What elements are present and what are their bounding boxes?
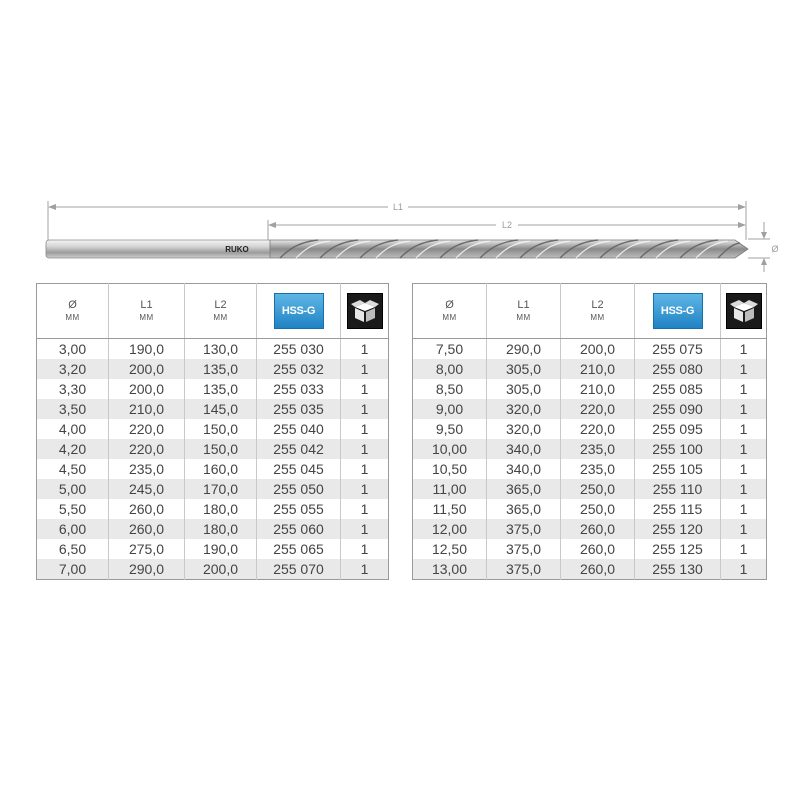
- header-diameter-label: Ø: [445, 299, 454, 311]
- cell-l2: 200,0: [185, 559, 257, 580]
- hss-g-badge: HSS-G: [274, 293, 324, 329]
- cell-l1: 260,0: [109, 499, 185, 519]
- header-l1-unit: MM: [139, 313, 154, 322]
- cell-l2: 135,0: [185, 379, 257, 399]
- cell-article-number: 255 040: [257, 419, 341, 439]
- cell-diameter: 8,00: [413, 359, 487, 379]
- dimension-diameter: [748, 222, 770, 272]
- cell-l2: 260,0: [561, 539, 635, 559]
- cell-l2: 130,0: [185, 339, 257, 360]
- cell-l2: 180,0: [185, 519, 257, 539]
- cell-l1: 305,0: [487, 359, 561, 379]
- cell-quantity: 1: [721, 359, 767, 379]
- l1-dimension-label: L1: [392, 202, 404, 212]
- cell-article-number: 255 120: [635, 519, 721, 539]
- cell-diameter: 12,50: [431, 541, 468, 557]
- header-diameter: [413, 284, 487, 339]
- cell-article-number: 255 060: [257, 519, 341, 539]
- cell-article-number: 255 033: [257, 379, 341, 399]
- cell-quantity: 1: [341, 379, 389, 399]
- header-l1: [109, 284, 185, 339]
- cell-article-number: 255 110: [635, 479, 721, 499]
- cell-quantity: 1: [341, 539, 389, 559]
- cell-l1: 220,0: [109, 419, 185, 439]
- cell-article-number: 255 035: [257, 399, 341, 419]
- cell-l2: 180,0: [185, 499, 257, 519]
- cell-l2: 150,0: [185, 439, 257, 459]
- cell-quantity: 1: [721, 519, 767, 539]
- cell-article-number: 255 045: [257, 459, 341, 479]
- table-row: [37, 439, 389, 459]
- table-row: [413, 479, 767, 499]
- table-row: [37, 459, 389, 479]
- cell-quantity: 1: [341, 479, 389, 499]
- cell-quantity: 1: [341, 559, 389, 580]
- cell-l1: 235,0: [109, 459, 185, 479]
- header-diameter-label: Ø: [68, 299, 77, 311]
- cell-quantity: 1: [341, 519, 389, 539]
- cell-quantity: 1: [341, 499, 389, 519]
- header-l2-unit: MM: [590, 313, 605, 322]
- cell-diameter: 5,50: [58, 501, 87, 517]
- cell-diameter: 4,50: [58, 461, 87, 477]
- cell-quantity: 1: [721, 479, 767, 499]
- header-l2: [561, 284, 635, 339]
- table-row: [37, 419, 389, 439]
- cell-l1: 340,0: [487, 439, 561, 459]
- drill-diagram: [0, 0, 800, 280]
- hss-g-badge: HSS-G: [653, 293, 703, 329]
- cell-diameter: 3,00: [58, 341, 87, 357]
- cell-l1: 320,0: [487, 419, 561, 439]
- header-diameter: [37, 284, 109, 339]
- table-row: [37, 359, 389, 379]
- cell-quantity: 1: [341, 399, 389, 419]
- cell-l1: 305,0: [487, 379, 561, 399]
- cell-l1: 375,0: [487, 519, 561, 539]
- cell-quantity: 1: [341, 359, 389, 379]
- cell-quantity: 1: [341, 339, 389, 360]
- spec-table-left: [36, 283, 389, 580]
- cell-l2: 170,0: [185, 479, 257, 499]
- cell-l2: 220,0: [561, 419, 635, 439]
- cell-article-number: 255 032: [257, 359, 341, 379]
- cell-article-number: 255 075: [635, 339, 721, 360]
- cell-diameter: 10,50: [431, 461, 468, 477]
- cell-l1: 210,0: [109, 399, 185, 419]
- cell-diameter: 7,00: [37, 559, 109, 580]
- cell-quantity: 1: [721, 339, 767, 360]
- table-row: [413, 419, 767, 439]
- cell-l2: 210,0: [561, 379, 635, 399]
- cell-l2: 210,0: [561, 359, 635, 379]
- header-l2-unit: MM: [213, 313, 228, 322]
- header-l2-label: L2: [591, 299, 604, 311]
- cell-quantity: 1: [341, 439, 389, 459]
- header-l2-label: L2: [214, 299, 227, 311]
- header-hss-g: [257, 284, 341, 339]
- table-header-row: [37, 284, 389, 339]
- table-row: [413, 519, 767, 539]
- cell-l1: 200,0: [109, 379, 185, 399]
- l2-dimension-label: L2: [501, 220, 513, 230]
- cell-article-number: 255 055: [257, 499, 341, 519]
- cell-diameter: 12,00: [413, 519, 487, 539]
- header-l1-label: L1: [140, 299, 153, 311]
- cell-article-number: 255 042: [257, 439, 341, 459]
- cell-l2: 135,0: [185, 359, 257, 379]
- table-row: [413, 339, 767, 360]
- table-row: [413, 439, 767, 459]
- cell-article-number: 255 085: [635, 379, 721, 399]
- cell-l1: 320,0: [487, 399, 561, 419]
- cell-article-number: 255 030: [257, 339, 341, 360]
- cell-l1: 340,0: [487, 459, 561, 479]
- cell-l1: 365,0: [487, 479, 561, 499]
- cell-article-number: 255 065: [257, 539, 341, 559]
- cell-l2: 200,0: [561, 339, 635, 360]
- table-row: [37, 399, 389, 419]
- cell-diameter: 5,00: [37, 479, 109, 499]
- table-row: [413, 459, 767, 479]
- cell-l2: 235,0: [561, 439, 635, 459]
- cell-l1: 200,0: [109, 359, 185, 379]
- cell-quantity: 1: [721, 379, 767, 399]
- header-diameter-unit: MM: [65, 313, 80, 322]
- table-body-right: [413, 339, 767, 580]
- header-hss-g: [635, 284, 721, 339]
- table-body-left: [37, 339, 389, 580]
- cell-article-number: 255 125: [635, 539, 721, 559]
- cell-article-number: 255 095: [635, 419, 721, 439]
- cell-diameter: 11,00: [413, 479, 487, 499]
- cell-l1: 275,0: [109, 539, 185, 559]
- cell-l1: 190,0: [109, 339, 185, 360]
- cell-diameter: 4,20: [37, 439, 109, 459]
- cell-quantity: 1: [341, 419, 389, 439]
- header-diameter-unit: MM: [442, 313, 457, 322]
- cell-l2: 250,0: [561, 499, 635, 519]
- header-package: [721, 284, 767, 339]
- table-row: [37, 339, 389, 360]
- header-l1-label: L1: [517, 299, 530, 311]
- cell-article-number: 255 050: [257, 479, 341, 499]
- cell-quantity: 1: [721, 539, 767, 559]
- package-box-icon: [347, 293, 383, 329]
- cell-l1: 365,0: [487, 499, 561, 519]
- header-package: [341, 284, 389, 339]
- table-row: [37, 559, 389, 580]
- cell-diameter: 9,00: [413, 399, 487, 419]
- cell-l2: 150,0: [185, 419, 257, 439]
- cell-article-number: 255 090: [635, 399, 721, 419]
- package-box-icon: [726, 293, 762, 329]
- table-row: [413, 359, 767, 379]
- cell-l1: 260,0: [109, 519, 185, 539]
- cell-l1: 245,0: [109, 479, 185, 499]
- table-row: [413, 559, 767, 580]
- cell-article-number: 255 105: [635, 459, 721, 479]
- drill-bit-image: [46, 240, 748, 258]
- cell-diameter: 3,20: [37, 359, 109, 379]
- table-row: [37, 519, 389, 539]
- brand-logo-text: RUKO: [225, 245, 249, 254]
- cell-article-number: 255 070: [257, 559, 341, 580]
- table-row: [413, 499, 767, 519]
- cell-l2: 190,0: [185, 539, 257, 559]
- cell-quantity: 1: [721, 399, 767, 419]
- cell-l1: 375,0: [487, 559, 561, 580]
- cell-diameter: 10,00: [413, 439, 487, 459]
- table-row: [413, 379, 767, 399]
- header-l1: [487, 284, 561, 339]
- cell-l2: 145,0: [185, 399, 257, 419]
- table-row: [37, 379, 389, 399]
- header-l1-unit: MM: [516, 313, 531, 322]
- table-row: [37, 539, 389, 559]
- cell-quantity: 1: [721, 419, 767, 439]
- cell-l2: 160,0: [185, 459, 257, 479]
- cell-diameter: 4,00: [58, 421, 87, 437]
- table-header-row: [413, 284, 767, 339]
- cell-l2: 260,0: [561, 559, 635, 580]
- cell-diameter: 13,00: [413, 559, 487, 580]
- cell-diameter: 6,50: [58, 541, 87, 557]
- cell-article-number: 255 130: [635, 559, 721, 580]
- cell-diameter: 11,50: [432, 501, 467, 517]
- cell-diameter: 8,50: [435, 381, 464, 397]
- table-row: [413, 399, 767, 419]
- cell-article-number: 255 080: [635, 359, 721, 379]
- spec-table-right: [412, 283, 767, 580]
- cell-l2: 220,0: [561, 399, 635, 419]
- cell-l1: 290,0: [487, 339, 561, 360]
- cell-l2: 250,0: [561, 479, 635, 499]
- diameter-dimension-label: Ø: [771, 244, 779, 254]
- table-row: [37, 499, 389, 519]
- header-l2: [185, 284, 257, 339]
- cell-quantity: 1: [721, 559, 767, 580]
- cell-quantity: 1: [721, 499, 767, 519]
- cell-diameter: 6,00: [37, 519, 109, 539]
- cell-quantity: 1: [341, 459, 389, 479]
- cell-quantity: 1: [721, 439, 767, 459]
- cell-l1: 290,0: [109, 559, 185, 580]
- table-row: [37, 479, 389, 499]
- cell-l2: 235,0: [561, 459, 635, 479]
- cell-quantity: 1: [721, 459, 767, 479]
- cell-article-number: 255 100: [635, 439, 721, 459]
- table-row: [413, 539, 767, 559]
- cell-diameter: 7,50: [435, 341, 464, 357]
- cell-diameter: 3,30: [58, 381, 87, 397]
- cell-l2: 260,0: [561, 519, 635, 539]
- cell-diameter: 9,50: [435, 421, 464, 437]
- cell-article-number: 255 115: [635, 499, 721, 519]
- cell-l1: 220,0: [109, 439, 185, 459]
- cell-diameter: 3,50: [37, 399, 109, 419]
- cell-l1: 375,0: [487, 539, 561, 559]
